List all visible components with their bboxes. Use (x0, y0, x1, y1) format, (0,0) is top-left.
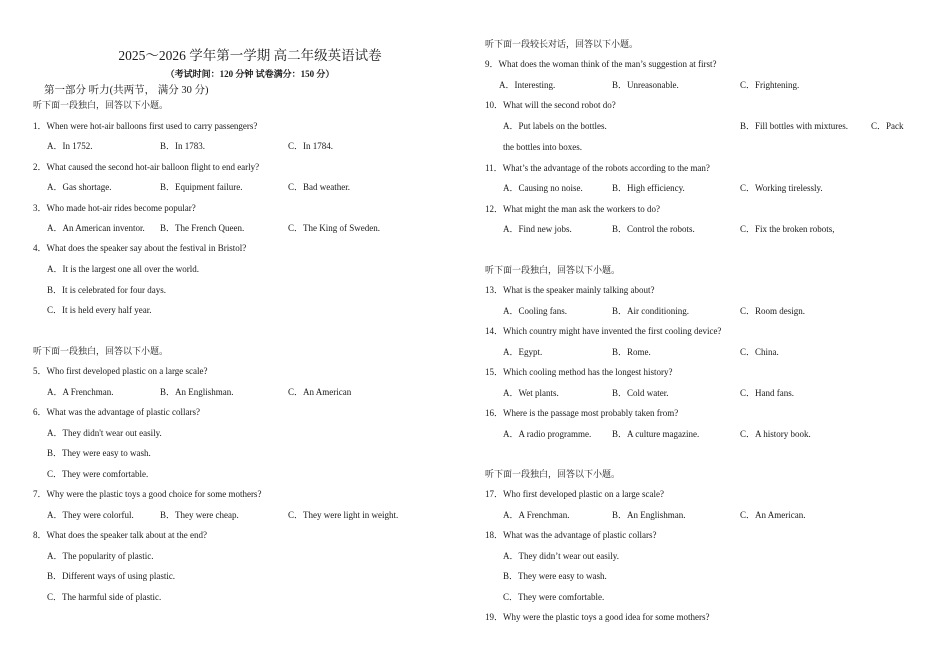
q16-option-a: A．A radio programme. (503, 429, 592, 439)
q10-option-c-continued: the bottles into boxes. (503, 142, 582, 152)
q6-option-b: B．They were easy to wash. (47, 448, 151, 458)
section-instruction: 听下面一段独白，回答以下小题。 (33, 100, 169, 110)
q11-option-b: B．High efficiency. (612, 183, 685, 193)
q15-option-b: B．Cold water. (612, 388, 669, 398)
q2-option-a: A．Gas shortage. (47, 182, 112, 192)
question-9: 9．What does the woman think of the man’s suggestion at first? (485, 59, 717, 69)
q6-option-a: A．They didn't wear out easily. (47, 428, 162, 438)
q7-option-a: A．They were colorful. (47, 510, 134, 520)
q15-option-c: C．Hand fans. (740, 388, 794, 398)
q12-option-c: C．Fix the broken robots, (740, 224, 835, 234)
q8-option-b: B．Different ways of using plastic. (47, 571, 176, 581)
question-19: 19．Why were the plastic toys a good idea for some mothers? (485, 612, 710, 622)
question-14: 14．Which country might have invented the first cooling device? (485, 326, 722, 336)
q11-option-c: C．Working tirelessly. (740, 183, 823, 193)
q9-option-c: C．Frightening. (740, 80, 800, 90)
question-18: 18．What was the advantage of plastic collars? (485, 530, 657, 540)
question-17: 17．Who first developed plastic on a large scale? (485, 489, 665, 499)
q10-option-b: B．Fill bottles with mixtures. (740, 121, 849, 131)
q9-option-a: A．Interesting. (499, 80, 556, 90)
q15-option-a: A．Wet plants. (503, 388, 559, 398)
q14-option-b: B．Rome. (612, 347, 651, 357)
q5-option-b: B．An Englishman. (160, 387, 234, 397)
question-13: 13．What is the speaker mainly talking about? (485, 285, 655, 295)
q2-option-c: C．Bad weather. (288, 182, 350, 192)
question-11: 11．What’s the advantage of the robots according to the man? (485, 163, 710, 173)
q17-option-a: A．A Frenchman. (503, 510, 570, 520)
q4-option-a: A．It is the largest one all over the world. (47, 264, 200, 274)
part-one-heading: 第一部分 听力(共两节， 满分 30 分) (44, 85, 209, 96)
q17-option-b: B．An Englishman. (612, 510, 686, 520)
q12-option-a: A．Find new jobs. (503, 224, 572, 234)
right-column (470, 0, 910, 671)
question-1: 1．When were hot-air balloons first used to carry passengers? (33, 121, 258, 131)
exam-subtitle: （考试时间：120 分钟 试卷满分：150 分） (165, 69, 335, 79)
q3-option-a: A．An American inventor. (47, 223, 145, 233)
q11-option-a: A．Causing no noise. (503, 183, 583, 193)
exam-title: 2025～2026 学年第一学期 高二年级英语试卷 (118, 48, 382, 63)
q5-option-a: A．A Frenchman. (47, 387, 114, 397)
q7-option-c: C．They were light in weight. (288, 510, 399, 520)
q16-option-b: B．A culture magazine. (612, 429, 700, 439)
question-8: 8．What does the speaker talk about at the end? (33, 530, 207, 540)
q3-option-b: B．The French Queen. (160, 223, 245, 233)
question-3: 3．Who made hot-air rides become popular? (33, 203, 196, 213)
question-15: 15．Which cooling method has the longest history? (485, 367, 673, 377)
q18-option-a: A．They didn’t wear out easily. (503, 551, 619, 561)
q14-option-a: A．Egypt. (503, 347, 543, 357)
section-instruction: 听下面一段独白，回答以下小题。 (33, 346, 169, 356)
q6-option-c: C．They were comfortable. (47, 469, 149, 479)
q1-option-a: A．In 1752. (47, 141, 93, 151)
left-column (0, 0, 440, 671)
q8-option-a: A．The popularity of plastic. (47, 551, 154, 561)
q1-option-c: C．In 1784. (288, 141, 334, 151)
q13-option-a: A．Cooling fans. (503, 306, 567, 316)
section-instruction: 听下面一段独白，回答以下小题。 (485, 469, 621, 479)
question-12: 12．What might the man ask the workers to do? (485, 204, 660, 214)
q4-option-c: C．It is held every half year. (47, 305, 152, 315)
q7-option-b: B．They were cheap. (160, 510, 239, 520)
q10-option-a: A．Put labels on the bottles. (503, 121, 607, 131)
q10-option-c: C．Pack (871, 121, 904, 131)
question-6: 6．What was the advantage of plastic collars? (33, 407, 200, 417)
q8-option-c: C．The harmful side of plastic. (47, 592, 162, 602)
q13-option-c: C．Room design. (740, 306, 806, 316)
q3-option-c: C．The King of Sweden. (288, 223, 380, 233)
q5-option-c: C．An American (288, 387, 352, 397)
q14-option-c: C．China. (740, 347, 779, 357)
q18-option-b: B．They were easy to wash. (503, 571, 607, 581)
question-7: 7．Why were the plastic toys a good choice for some mothers? (33, 489, 262, 499)
q17-option-c: C．An American. (740, 510, 806, 520)
question-10: 10．What will the second robot do? (485, 100, 616, 110)
question-4: 4．What does the speaker say about the festival in Bristol? (33, 243, 247, 253)
q13-option-b: B．Air conditioning. (612, 306, 689, 316)
q2-option-b: B．Equipment failure. (160, 182, 243, 192)
question-16: 16．Where is the passage most probably taken from? (485, 408, 679, 418)
q9-option-b: B．Unreasonable. (612, 80, 679, 90)
question-2: 2．What caused the second hot-air balloon flight to end early? (33, 162, 260, 172)
section-instruction: 听下面一段较长对话，回答以下小题。 (485, 39, 639, 49)
section-instruction: 听下面一段独白，回答以下小题。 (485, 265, 621, 275)
q12-option-b: B．Control the robots. (612, 224, 695, 234)
question-5: 5．Who first developed plastic on a large scale? (33, 366, 208, 376)
q18-option-c: C．They were comfortable. (503, 592, 605, 602)
q1-option-b: B．In 1783. (160, 141, 206, 151)
q4-option-b: B．It is celebrated for four days. (47, 285, 166, 295)
q16-option-c: C．A history book. (740, 429, 811, 439)
